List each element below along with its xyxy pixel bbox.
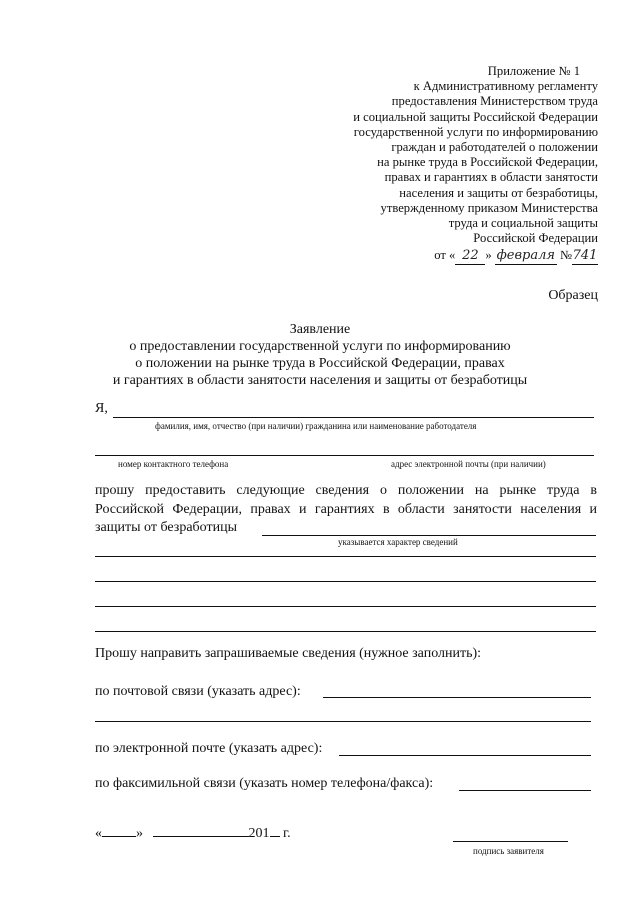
title-line: о предоставлении государственной услуги по информированию <box>129 339 511 354</box>
appendix-line: граждан и работодателей о положении <box>391 140 598 155</box>
fax-number-field[interactable] <box>459 790 591 791</box>
ref-mid: » <box>485 248 492 263</box>
date-month-field[interactable] <box>153 836 249 837</box>
appendix-line: труда и социальной защиты <box>448 216 598 231</box>
email-label: по электронной почте (указать адрес): <box>95 741 323 756</box>
postal-address-field-2[interactable] <box>95 721 591 722</box>
request-field-line[interactable] <box>95 631 596 632</box>
date-year-suffix: г. <box>283 826 291 841</box>
statement-title <box>0 321 640 389</box>
delivery-intro: Прошу направить запрашиваемые сведения (нужное заполнить): <box>95 646 482 661</box>
ref-no-label: № <box>559 248 572 263</box>
ref-month: февраля <box>496 248 556 264</box>
email-caption: адрес электронной почты (при наличии) <box>391 459 546 469</box>
ref-day: 22 <box>455 248 485 264</box>
request-caption: указывается характер сведений <box>338 537 458 547</box>
appendix-line: правах и гарантиях в области занятости <box>384 170 598 185</box>
applicant-caption: фамилия, имя, отчество (при наличии) гражданина или наименование работодателя <box>155 421 477 431</box>
date-day-field[interactable] <box>102 836 136 837</box>
phone-caption: номер контактного телефона <box>118 459 229 469</box>
title-line: и гарантиях в области занятости населения и защиты от безработицы <box>112 373 528 388</box>
appendix-line: населения и защиты от безработицы, <box>399 185 598 200</box>
appendix-line: Российской Федерации <box>473 231 598 246</box>
signature-caption: подпись заявителя <box>473 846 544 856</box>
contact-field[interactable] <box>95 455 594 456</box>
appendix-line: на рынке труда в Российской Федерации, <box>377 155 598 170</box>
order-reference <box>278 248 598 264</box>
appendix-line: утвержденному приказом Министерства <box>380 200 598 215</box>
date-quote-close: » <box>136 826 143 841</box>
email-address-field[interactable] <box>339 755 591 756</box>
ref-number: 741 <box>572 248 598 264</box>
applicant-prefix: Я, <box>95 401 108 416</box>
date-year-digit-field[interactable] <box>270 836 280 837</box>
request-inline-field[interactable] <box>262 535 596 536</box>
date-field <box>95 826 291 842</box>
appendix-line: государственной услуги по информированию <box>353 124 598 139</box>
request-text: прошу предоставить следующие сведения о положении на рынке труда в Российской Федерации, правах и гарантиях в области занятости населения и защиты от безработицы <box>95 483 597 535</box>
appendix-line: и социальной защиты Российской Федерации <box>353 109 598 124</box>
signature-field[interactable] <box>453 841 568 842</box>
appendix-line: к Административному регламенту <box>413 79 598 94</box>
ref-prefix: от « <box>434 248 456 263</box>
request-field-line[interactable] <box>95 606 596 607</box>
statement-heading: Заявление <box>289 322 351 337</box>
date-year: 201 <box>248 826 270 841</box>
appendix-line: предоставления Министерством труда <box>391 94 598 109</box>
fax-label: по факсимильной связи (указать номер телефона/факса): <box>95 776 434 791</box>
applicant-name-field[interactable] <box>113 417 594 418</box>
date-quote-open: « <box>95 826 102 841</box>
postal-address-field[interactable] <box>323 697 591 698</box>
title-line: о положении на рынке труда в Российской Федерации, правах <box>135 356 505 371</box>
request-field-line[interactable] <box>95 556 596 557</box>
sample-label: Образец <box>548 288 598 303</box>
appendix-block <box>278 64 598 265</box>
postal-label: по почтовой связи (указать адрес): <box>95 684 301 699</box>
request-field-line[interactable] <box>95 581 596 582</box>
appendix-line: Приложение № 1 <box>487 64 580 78</box>
